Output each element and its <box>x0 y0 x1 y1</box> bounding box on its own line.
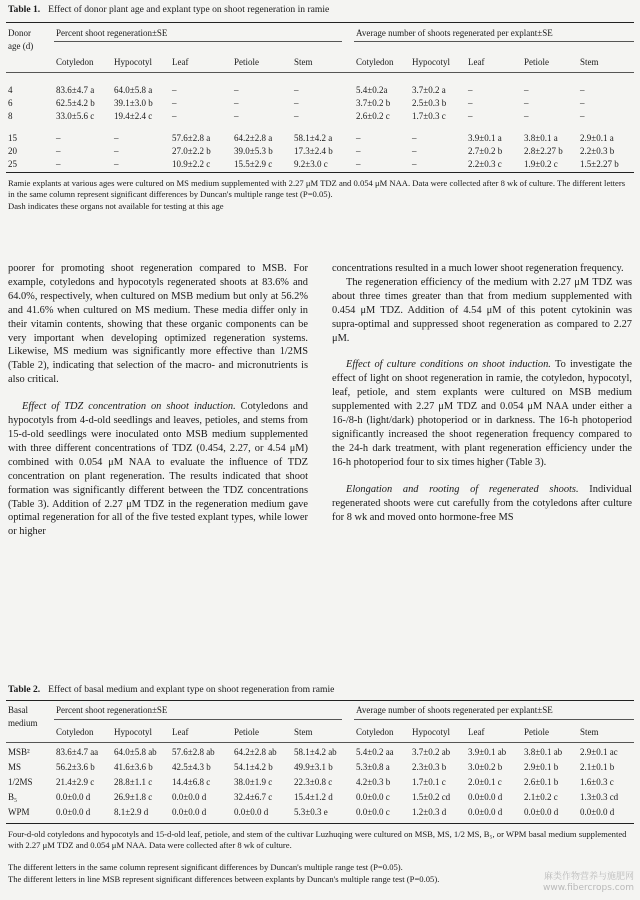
body-right-para4 <box>332 483 632 525</box>
table1-top-rule <box>6 22 634 23</box>
body-right-para3-text: To investigate the effect of light on shoot regeneration in ramie, the cotyledon, hypocotyl, leaf, petiole, and stem explants were cultured on MSB medium supplemented with 2.27 μM TDZ and 0.054 μM NAA under either a 16-/8-h (light/dark) photoperiod or in darkness. The 16-h photoperiod significantly increased the shoot regeneration frequency compared to the 24-h dark treatment, with plant regeneration efficiency under the 16-h photoperiod four to six times higher (Table 3). <box>332 359 632 468</box>
table2-cell: 21.4±2.9 c <box>56 777 95 787</box>
table2-row-label: WPM <box>8 807 30 817</box>
table1-cell: 3.9±0.1 a <box>468 133 502 143</box>
table1-cell: 1.5±2.27 b <box>580 159 619 169</box>
table2-row-label: MS <box>8 762 22 772</box>
table1-cell: 19.4±2.4 c <box>114 111 153 121</box>
table2-cell: 58.1±4.2 ab <box>294 747 337 757</box>
table1-cell: 33.0±5.6 c <box>56 111 95 121</box>
table2-cell: 1.5±0.2 cd <box>412 792 451 802</box>
table2-cell: 3.7±0.2 ab <box>412 747 451 757</box>
table2-title: Effect of basal medium and explant type on shoot regeneration from ramie <box>48 684 335 695</box>
table2-cell: 0.0±0.0 c <box>356 792 390 802</box>
table2-cell: 57.6±2.8 ab <box>172 747 215 757</box>
table1-cell: 57.6±2.8 a <box>172 133 211 143</box>
table1-cell: 64.0±5.8 a <box>114 85 153 95</box>
table1-cell: 2.6±0.2 c <box>356 111 390 121</box>
table1-cell: 62.5±4.2 b <box>56 98 95 108</box>
table2-cell: 2.3±0.3 b <box>412 762 447 772</box>
table1-cell: – <box>56 159 61 169</box>
table2-col-header: Hypocotyl <box>412 727 450 737</box>
table1-cell: 9.2±3.0 c <box>294 159 328 169</box>
table2-cell: 41.6±3.6 b <box>114 762 153 772</box>
body-right-para4-text: Individual regenerated shoots were cut carefully from the cotyledons after culture for 8 wk and moved onto hormone-free MS <box>332 483 632 523</box>
table2-cell: 1.2±0.3 d <box>412 807 447 817</box>
table1-group1-header: Percent shoot regeneration±SE <box>56 28 168 38</box>
table2-col-header: Stem <box>294 727 313 737</box>
table1-col-header: Leaf <box>468 57 485 67</box>
table1-cell: – <box>172 111 177 121</box>
table1-cell: – <box>56 133 61 143</box>
table1-cell: – <box>412 159 417 169</box>
body-right-para3 <box>332 358 632 469</box>
table1-cell: – <box>468 98 473 108</box>
table2-row-label: 1/2MS <box>8 777 33 787</box>
table1-cell: 1.7±0.3 c <box>412 111 446 121</box>
table2-cell: 0.0±0.0 c <box>356 807 390 817</box>
watermark <box>543 872 634 894</box>
table2-cell: 1.7±0.1 c <box>412 777 446 787</box>
table1-cell: 1.9±0.2 c <box>524 159 558 169</box>
table1-cell: – <box>356 146 361 156</box>
table2-cell: 0.0±0.0 d <box>56 792 91 802</box>
table1-cell: 39.1±3.0 b <box>114 98 153 108</box>
table2-row-label: MSB² <box>8 747 30 757</box>
table2-cell: 42.5±4.3 b <box>172 762 211 772</box>
table2-col-header: Petiole <box>234 727 259 737</box>
table1-group2-rule <box>354 41 634 42</box>
table2-cell: 15.4±1.2 d <box>294 792 333 802</box>
section-heading-culture: Effect of culture conditions on shoot induction. <box>346 359 551 371</box>
body-left-column <box>8 262 308 539</box>
table1-cell: – <box>234 85 239 95</box>
table2-cell: 0.0±0.0 d <box>172 792 207 802</box>
table2-cell: 28.8±1.1 c <box>114 777 153 787</box>
table1-col-header: Petiole <box>524 57 549 67</box>
table2-group1-rule <box>54 719 342 720</box>
table2-cell: 0.0±0.0 d <box>234 807 269 817</box>
table1-group1-rule <box>54 41 342 42</box>
table2-cell: 2.1±0.2 c <box>524 792 558 802</box>
table2-col-header: Petiole <box>524 727 549 737</box>
table1-cell: 27.0±2.2 b <box>172 146 211 156</box>
table1-cell: – <box>412 146 417 156</box>
table1-cell: – <box>524 85 529 95</box>
table2-top-rule <box>6 700 634 701</box>
table1-cell: 3.7±0.2 a <box>412 85 446 95</box>
table2-cell: 64.2±2.8 ab <box>234 747 277 757</box>
table2-cell: 8.1±2.9 d <box>114 807 149 817</box>
table2-cell: 2.1±0.1 b <box>580 762 615 772</box>
table2-cell: 1.6±0.3 c <box>580 777 614 787</box>
table1-header-rule <box>6 72 634 73</box>
body-left-para2-text: Cotyledons and hypocotyls from 4-d-old seedlings and leaves, petioles, and stems from 15-d-old seedlings were inoculated onto MSB medium supplemented with three different concentrations of TDZ (0.454, 2.27, or 4.54 μM) combined with 0.054 μM NAA to evaluate the influence of TDZ concentration on plant regeneration. The results indicated that shoot formation was significantly different between the TDZ concentrations (Table 3). Addition of 2.27 μM TDZ in the regeneration medium gave optimal regeneration for all of the five tested explant types, while lower or higher <box>8 401 308 538</box>
table2-cell: 2.9±0.1 b <box>524 762 559 772</box>
table1-cell: – <box>356 133 361 143</box>
table1-cell: – <box>234 98 239 108</box>
table1-donor-header-2: age (d) <box>8 41 34 51</box>
table1-cell: – <box>172 98 177 108</box>
table1-cell: – <box>294 111 299 121</box>
table2-col-header: Leaf <box>468 727 485 737</box>
table1-cell: – <box>114 146 119 156</box>
table2-cell: 2.9±0.1 ac <box>580 747 618 757</box>
body-left-para2 <box>8 400 308 539</box>
table2-cell: 5.3±0.3 e <box>294 807 328 817</box>
table1-cell: – <box>294 85 299 95</box>
table2-caption <box>8 684 334 695</box>
table1-col-header: Petiole <box>234 57 259 67</box>
table2-note2: The different letters in the same column represent significant differences by Duncan's multiple range test (P=0.05). <box>8 862 403 872</box>
table2-col-header: Cotyledon <box>356 727 394 737</box>
table2-cell: 3.8±0.1 ab <box>524 747 563 757</box>
table1-col-header: Stem <box>580 57 599 67</box>
table1-cell: 17.3±2.4 b <box>294 146 333 156</box>
table1-row-label: 25 <box>8 159 17 169</box>
table1-note2: Dash indicates these organs not available for testing at this age <box>8 201 224 211</box>
table2-medium-header: Basal <box>8 705 28 715</box>
table1-cell: – <box>56 146 61 156</box>
table1-cell: 2.2±0.3 c <box>468 159 502 169</box>
table2-label: Table 2. <box>8 684 41 695</box>
table2-cell: 3.0±0.2 b <box>468 762 503 772</box>
table1-row-label: 15 <box>8 133 17 143</box>
body-right-para1: concentrations resulted in a much lower shoot regeneration frequency. <box>332 263 624 274</box>
table1-cell: 83.6±4.7 a <box>56 85 95 95</box>
table1-note1: Ramie explants at various ages were cultured on MS medium supplemented with 2.27 μM TDZ and 0.054 μM NAA. Data were collected after 8 wk of culture. The different letters in the same column represent significant differences by Duncan's multiple range test (P=0.05). <box>8 178 626 199</box>
table1-cell: – <box>580 85 585 95</box>
table1-group2-header: Average number of shoots regenerated per explant±SE <box>356 28 553 38</box>
table2-col-header: Leaf <box>172 727 189 737</box>
table1-cell: 5.4±0.2a <box>356 85 388 95</box>
table2-cell: 49.9±3.1 b <box>294 762 333 772</box>
table2-note3: The different letters in line MSB represent significant differences between explants by Duncan's multiple range test (P=0.05). <box>8 874 440 884</box>
table1-row-label: 8 <box>8 111 13 121</box>
table1-cell: 2.9±0.1 a <box>580 133 614 143</box>
table2-col-header: Hypocotyl <box>114 727 152 737</box>
table1-col-header: Hypocotyl <box>114 57 152 67</box>
table2-medium-header-2: medium <box>8 718 38 728</box>
body-left-para1: poorer for promoting shoot regeneration compared to MSB. For example, cotyledons and hypocotyls regenerated shoots at 83.6% and 64.0%, respectively, when cultured on MSB medium but only at 56.2% and 41.6% when cultured on MS medium. These media differ only in their vitamin contents, showing that these organic components can be very important when developing optimized regeneration systems. Likewise, MS medium was significantly more effective than 1/2MS (Table 2), indicating that selection of the macro- and micronutrients is also critical. <box>8 263 308 386</box>
table2-cell: 0.0±0.0 d <box>468 807 503 817</box>
table1-cell: – <box>412 133 417 143</box>
watermark-line2: www.fibercrops.com <box>543 883 634 893</box>
table2-group2-rule <box>354 719 634 720</box>
table2-col-header: Stem <box>580 727 599 737</box>
table2-cell: 26.9±1.8 c <box>114 792 153 802</box>
table1-cell: – <box>114 133 119 143</box>
table2-col-header: Cotyledon <box>56 727 94 737</box>
table2-cell: 14.4±6.8 c <box>172 777 211 787</box>
table1-cell: – <box>468 85 473 95</box>
table2-cell: 1.3±0.3 cd <box>580 792 619 802</box>
table1-cell: 2.5±0.3 b <box>412 98 447 108</box>
table2-cell: 0.0±0.0 d <box>468 792 503 802</box>
table1-cell: 3.7±0.2 b <box>356 98 391 108</box>
table1-bottom-rule <box>6 172 634 173</box>
section-heading-tdz: Effect of TDZ concentration on shoot induction. <box>22 401 236 413</box>
table2-cell: 56.2±3.6 b <box>56 762 95 772</box>
table1-cell: – <box>524 98 529 108</box>
table2-cell: 64.0±5.8 ab <box>114 747 157 757</box>
table2-group1-header: Percent shoot regeneration±SE <box>56 705 168 715</box>
table1-cell: 10.9±2.2 c <box>172 159 211 169</box>
table1-caption <box>8 4 329 15</box>
table1-cell: 39.0±5.3 b <box>234 146 273 156</box>
table1-cell: 15.5±2.9 c <box>234 159 273 169</box>
table1-row-label: 4 <box>8 85 13 95</box>
table1-title: Effect of donor plant age and explant type on shoot regeneration in ramie <box>48 4 330 15</box>
table2-cell: 3.9±0.1 ab <box>468 747 507 757</box>
table1-donor-header: Donor <box>8 28 31 38</box>
table2-cell: 4.2±0.3 b <box>356 777 391 787</box>
table2-cell: 22.3±0.8 c <box>294 777 333 787</box>
table2-cell: 0.0±0.0 d <box>56 807 91 817</box>
table1-col-header: Stem <box>294 57 313 67</box>
table2-cell: 2.0±0.1 c <box>468 777 502 787</box>
table2-cell: 0.0±0.0 d <box>580 807 615 817</box>
table1-cell: – <box>580 111 585 121</box>
table1-cell: 2.7±0.2 b <box>468 146 503 156</box>
table2-cell: 2.6±0.1 b <box>524 777 559 787</box>
table1-cell: 58.1±4.2 a <box>294 133 333 143</box>
table1-cell: – <box>524 111 529 121</box>
table2-group2-header: Average number of shoots regenerated per explant±SE <box>356 705 553 715</box>
table1-row-label: 20 <box>8 146 17 156</box>
table2-cell: 5.3±0.8 a <box>356 762 390 772</box>
section-heading-elongation: Elongation and rooting of regenerated shoots. <box>346 483 579 495</box>
table1-cell: – <box>294 98 299 108</box>
table2-cell: 32.4±6.7 c <box>234 792 273 802</box>
table1-cell: – <box>580 98 585 108</box>
table1-cell: – <box>234 111 239 121</box>
table1-cell: 3.8±0.1 a <box>524 133 558 143</box>
body-right-column <box>332 262 632 524</box>
table1-cell: 2.8±2.27 b <box>524 146 563 156</box>
table1-col-header: Cotyledon <box>56 57 94 67</box>
table2-bottom-rule <box>6 823 634 824</box>
watermark-line1: 麻类作物营养与施肥网 <box>543 872 634 882</box>
table1-cell: 64.2±2.8 a <box>234 133 273 143</box>
table1-cell: 2.2±0.3 b <box>580 146 615 156</box>
table2-note1: Four-d-old cotyledons and hypocotyls and 15-d-old leaf, petiole, and stem of the cultivar Luzhuqing were cultured on MSB, MS, 1/2 MS, B₅, or WPM basal medium supplemented with 2.27 μM TDZ and 0.054 μM NAA. Data were collected after 8 wk of culture. <box>8 829 627 850</box>
table1-col-header: Cotyledon <box>356 57 394 67</box>
table2-cell: 0.0±0.0 d <box>172 807 207 817</box>
table2-cell: 83.6±4.7 aa <box>56 747 99 757</box>
table1-col-header: Hypocotyl <box>412 57 450 67</box>
table1-cell: – <box>114 159 119 169</box>
table2-cell: 0.0±0.0 d <box>524 807 559 817</box>
table2-cell: 5.4±0.2 aa <box>356 747 394 757</box>
table2-row-label: B₅ <box>8 792 18 802</box>
body-right-para2: The regeneration efficiency of the medium with 2.27 μM TDZ was about three times greater than that from medium supplemented with 0.454 μM TDZ. Addition of 4.54 μM of this potent cytokinin was supra-optimal and suppressed shoot regeneration as compared to 2.27 μM. <box>332 276 632 344</box>
table1-cell: – <box>172 85 177 95</box>
table1-row-label: 6 <box>8 98 13 108</box>
table2-cell: 38.0±1.9 c <box>234 777 273 787</box>
table2-header-rule <box>6 742 634 743</box>
table1-label: Table 1. <box>8 4 41 15</box>
table1-cell: – <box>356 159 361 169</box>
table1-cell: – <box>468 111 473 121</box>
table2-cell: 54.1±4.2 b <box>234 762 273 772</box>
table1-col-header: Leaf <box>172 57 189 67</box>
